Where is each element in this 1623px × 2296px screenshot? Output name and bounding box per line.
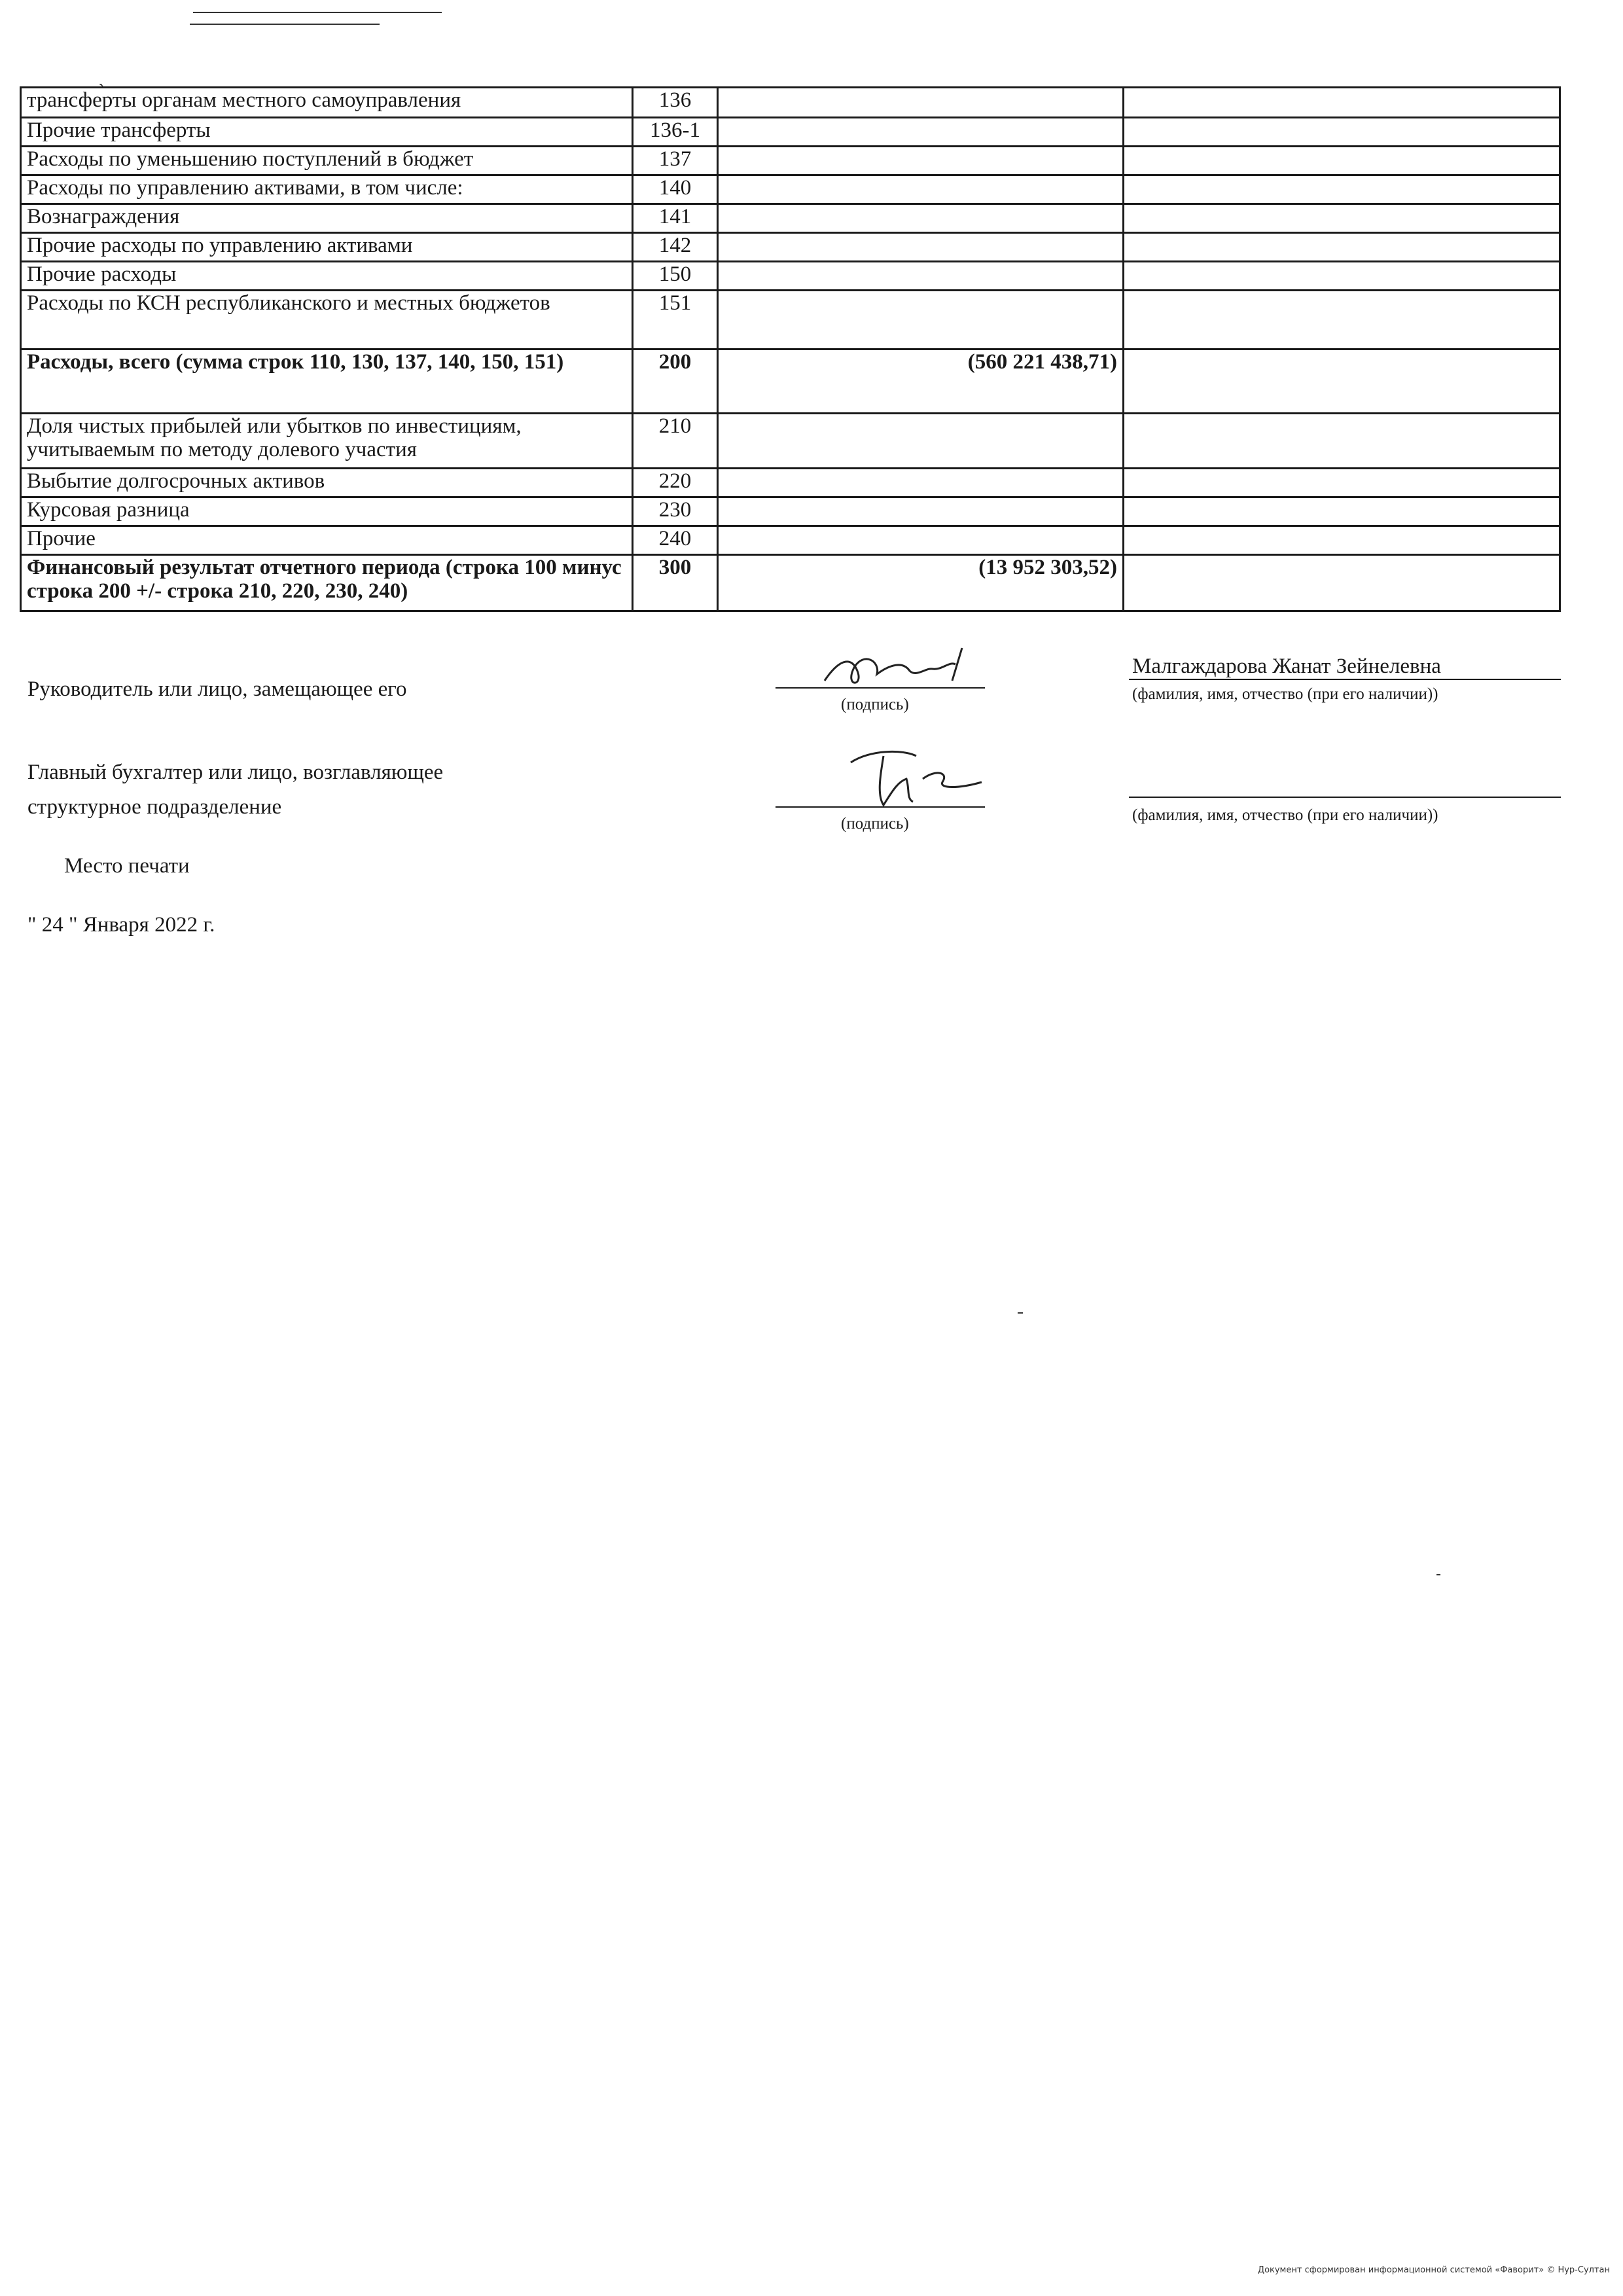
row-label: Расходы по уменьшению поступлений в бюджет (21, 147, 633, 175)
head-label: Руководитель или лицо, замещающее его (27, 677, 407, 701)
accountant-name-caption: (фамилия, имя, отчество (при его наличии)) (1132, 806, 1438, 824)
head-name-caption: (фамилия, имя, отчество (при его наличии)) (1132, 685, 1438, 703)
scan-line (193, 12, 442, 13)
row-code: 136 (633, 88, 718, 118)
row-amount-previous (1124, 118, 1560, 147)
table-row (21, 118, 1560, 147)
head-name-line (1129, 679, 1561, 680)
row-amount (718, 497, 1124, 526)
row-amount-previous (1124, 88, 1560, 118)
row-code: 140 (633, 175, 718, 204)
row-amount: (13 952 303,52) (718, 555, 1124, 611)
row-amount-previous (1124, 147, 1560, 175)
table-row (21, 204, 1560, 233)
table-row (21, 291, 1560, 350)
accountant-name-line (1129, 797, 1561, 798)
row-amount-previous (1124, 526, 1560, 555)
row-label: Вознаграждения (21, 204, 633, 233)
report-date: " 24 " Января 2022 г. (27, 913, 215, 937)
row-label: Прочие расходы (21, 262, 633, 291)
head-name: Малгаждарова Жанат Зейнелевна (1132, 655, 1441, 678)
table-row (21, 350, 1560, 414)
row-amount-previous (1124, 497, 1560, 526)
row-label: Доля чистых прибылей или убытков по инвестициям, учитываемым по методу долевого участия (21, 414, 633, 469)
row-code: 300 (633, 555, 718, 611)
row-amount (718, 414, 1124, 469)
row-amount (718, 175, 1124, 204)
row-label: Расходы по управлению активами, в том числе: (21, 175, 633, 204)
row-code: 230 (633, 497, 718, 526)
accountant-label-line1: Главный бухгалтер или лицо, возглавляющее (27, 761, 444, 784)
head-signature (818, 641, 988, 694)
table-row (21, 555, 1560, 611)
row-label: Расходы, всего (сумма строк 110, 130, 137, 140, 150, 151) (21, 350, 633, 414)
table-row (21, 262, 1560, 291)
row-code: 200 (633, 350, 718, 414)
table-row (21, 233, 1560, 262)
table-row (21, 414, 1560, 469)
row-amount-previous (1124, 469, 1560, 497)
row-label: трансферты органам местного самоуправления (21, 88, 633, 118)
row-label: Расходы по КСН республиканского и местных бюджетов (21, 291, 633, 350)
row-amount (718, 88, 1124, 118)
report-table (20, 86, 1561, 612)
row-amount (718, 147, 1124, 175)
row-amount (718, 262, 1124, 291)
row-amount-previous (1124, 175, 1560, 204)
row-code: 240 (633, 526, 718, 555)
accountant-signature (844, 743, 988, 815)
head-signature-caption: (подпись) (841, 696, 909, 713)
table-row (21, 469, 1560, 497)
scan-speck (1018, 1312, 1023, 1314)
row-amount (718, 118, 1124, 147)
row-amount-previous (1124, 555, 1560, 611)
row-amount-previous (1124, 262, 1560, 291)
row-code: 136-1 (633, 118, 718, 147)
row-label: Выбытие долгосрочных активов (21, 469, 633, 497)
row-amount-previous (1124, 233, 1560, 262)
row-amount-previous (1124, 291, 1560, 350)
row-code: 220 (633, 469, 718, 497)
table-row (21, 497, 1560, 526)
row-amount-previous (1124, 414, 1560, 469)
row-label: Прочие расходы по управлению активами (21, 233, 633, 262)
row-label: Прочие (21, 526, 633, 555)
row-amount (718, 233, 1124, 262)
accountant-signature-caption: (подпись) (841, 815, 909, 833)
row-amount (718, 291, 1124, 350)
table-row (21, 175, 1560, 204)
row-amount (718, 526, 1124, 555)
row-amount (718, 469, 1124, 497)
table-row (21, 88, 1560, 118)
row-code: 141 (633, 204, 718, 233)
table-row (21, 526, 1560, 555)
row-code: 142 (633, 233, 718, 262)
row-label: Курсовая разница (21, 497, 633, 526)
footer-note: Документ сформирован информационной системой «Фаворит» © Нур-Султан (1257, 2265, 1610, 2275)
row-amount-previous (1124, 350, 1560, 414)
row-amount-previous (1124, 204, 1560, 233)
scan-mark: ˎ (98, 65, 105, 87)
stamp-place: Место печати (64, 854, 190, 878)
row-amount (718, 204, 1124, 233)
row-code: 137 (633, 147, 718, 175)
row-label: Прочие трансферты (21, 118, 633, 147)
table-row (21, 147, 1560, 175)
scan-speck (1436, 1574, 1440, 1575)
accountant-label-line2: структурное подразделение (27, 795, 282, 819)
row-code: 151 (633, 291, 718, 350)
row-code: 210 (633, 414, 718, 469)
scan-line (190, 24, 380, 25)
row-label: Финансовый результат отчетного периода (строка 100 минус строка 200 +/- строка 210, 220, 230, 240) (21, 555, 633, 611)
row-amount: (560 221 438,71) (718, 350, 1124, 414)
row-code: 150 (633, 262, 718, 291)
